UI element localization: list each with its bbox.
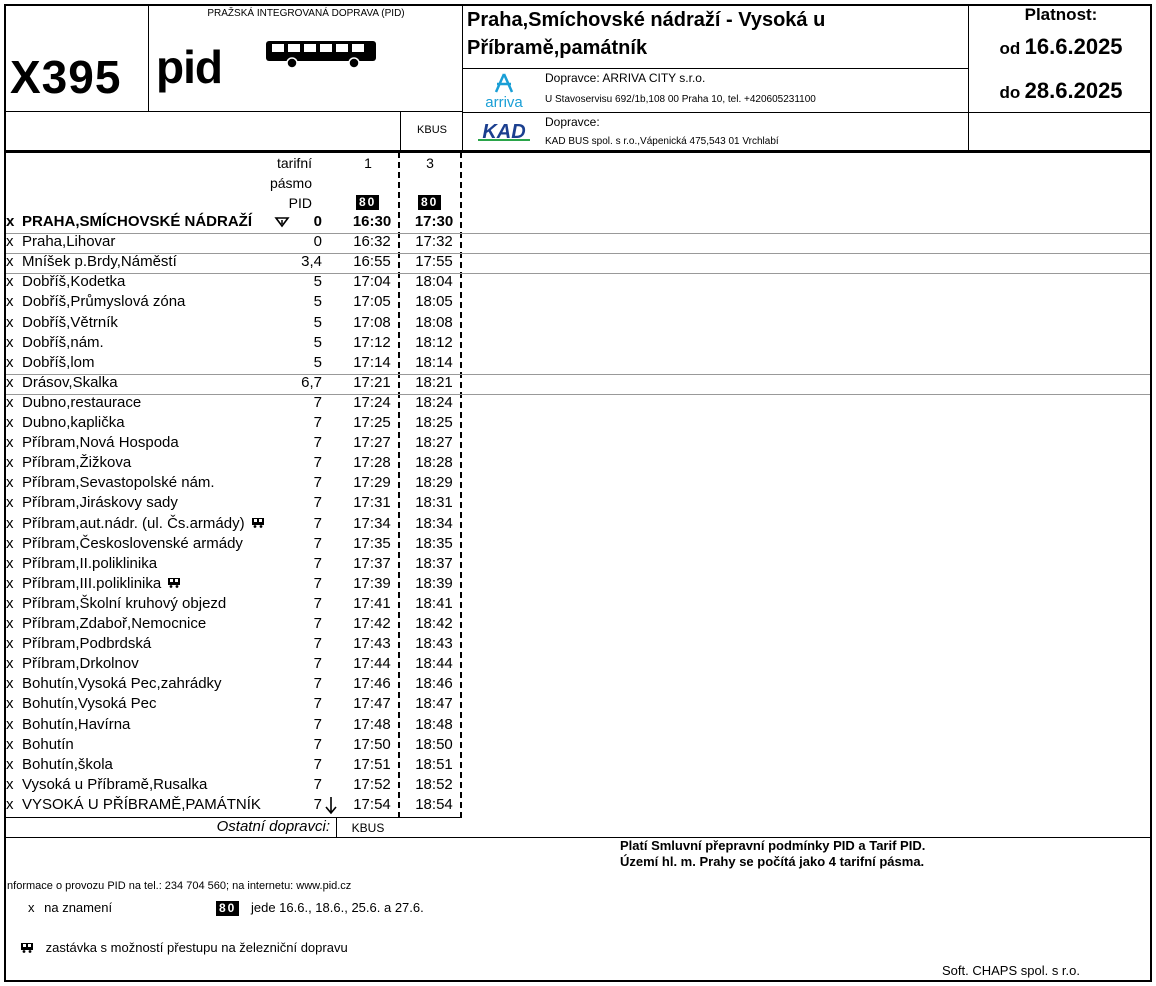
stop-name xyxy=(22,212,252,232)
terminal-arrow-icon xyxy=(324,797,338,815)
stop-row xyxy=(6,775,462,795)
organization-name: PRAŽSKÁ INTEGROVANÁ DOPRAVA (PID) xyxy=(207,8,405,19)
departure-time: 17:31 xyxy=(353,494,391,511)
stop-zone: 5 xyxy=(313,273,322,290)
kad-logo xyxy=(472,118,536,144)
stop-name xyxy=(22,694,157,714)
footer-rule xyxy=(6,837,1150,838)
departure-time: 17:37 xyxy=(353,555,391,572)
stop-row xyxy=(6,735,462,755)
stop-zone: 0 xyxy=(313,213,322,230)
departure-time: 18:05 xyxy=(415,293,453,310)
request-stop-mark: x xyxy=(6,535,14,552)
stop-name xyxy=(22,252,177,272)
arriva-logo xyxy=(472,70,536,110)
stop-zone: 7 xyxy=(313,655,322,672)
request-stop-mark: x xyxy=(6,293,14,310)
stop-zone: 5 xyxy=(313,354,322,371)
departure-time: 18:43 xyxy=(415,635,453,652)
legend-train xyxy=(20,940,348,955)
departure-time: 16:32 xyxy=(353,233,391,250)
departure-time: 18:51 xyxy=(415,756,453,773)
departure-time: 18:04 xyxy=(415,273,453,290)
stop-name-text: Praha,Lihovar xyxy=(22,233,116,250)
validity-label: Platnost: xyxy=(1024,5,1098,24)
departure-time: 17:44 xyxy=(353,655,391,672)
stop-row xyxy=(6,694,462,714)
stop-name xyxy=(22,554,157,574)
request-stop-mark: x xyxy=(6,716,14,733)
stop-name-text: Bohutín,Vysoká Pec xyxy=(22,695,157,712)
stop-zone: 5 xyxy=(313,293,322,310)
valid-from xyxy=(970,34,1152,60)
stop-zone: 5 xyxy=(313,334,322,351)
stop-zone: 5 xyxy=(313,314,322,331)
legend-badge: 80 xyxy=(216,901,239,916)
stop-name xyxy=(22,534,243,554)
request-stop-mark: x xyxy=(6,796,14,813)
stop-name-text: Dubno,restaurace xyxy=(22,394,142,411)
pid-logo: pid xyxy=(156,41,222,93)
stop-name-text: Příbram,Sevastopolské nám. xyxy=(22,474,215,491)
request-stop-mark: x xyxy=(6,334,14,351)
kad-logo-text: KAD xyxy=(482,121,526,143)
departure-time: 17:51 xyxy=(353,756,391,773)
legend-x-text: na znamení xyxy=(44,900,113,915)
request-stop-mark: x xyxy=(6,253,14,270)
stop-name-text: Dobříš,Kodetka xyxy=(22,273,126,290)
stop-zone: 7 xyxy=(313,695,322,712)
stop-zone: 7 xyxy=(313,494,322,511)
request-stop-mark: x xyxy=(6,434,14,451)
stop-zone: 7 xyxy=(313,776,322,793)
departure-time: 18:35 xyxy=(415,535,453,552)
conditions-line-1: Platí Smluvní přepravní podmínky PID a Tarif PID. xyxy=(620,838,926,853)
departure-time: 17:52 xyxy=(353,776,391,793)
departure-time: 18:28 xyxy=(415,454,453,471)
request-stop-mark: x xyxy=(6,695,14,712)
stop-name-text: Bohutín,Havírna xyxy=(22,716,131,733)
request-stop-mark: x xyxy=(6,414,14,431)
header-divider xyxy=(968,6,969,152)
stop-name xyxy=(22,775,207,795)
request-stop-mark: x xyxy=(6,655,14,672)
stop-zone: 7 xyxy=(313,675,322,692)
stop-row xyxy=(6,755,462,775)
stop-zone: 7 xyxy=(313,635,322,652)
stop-name-text: Vysoká u Příbramě,Rusalka xyxy=(22,776,208,793)
stop-row xyxy=(6,373,462,393)
zone-header-line-1: tarifní xyxy=(276,155,312,171)
departure-time: 17:28 xyxy=(353,454,391,471)
stop-zone: 7 xyxy=(313,535,322,552)
arriva-logo-text: arriva xyxy=(485,94,523,110)
stop-zone: 7 xyxy=(313,756,322,773)
stop-zone: 7 xyxy=(313,796,322,813)
stop-name xyxy=(22,755,113,775)
trip-2-note-badge: 80 xyxy=(418,195,441,210)
request-stop-mark: x xyxy=(6,314,14,331)
departure-time: 18:14 xyxy=(415,354,453,371)
stop-name-text: Příbram,Drkolnov xyxy=(22,655,139,672)
departure-time: 17:30 xyxy=(414,213,454,230)
departure-time: 17:32 xyxy=(415,233,453,250)
stop-row xyxy=(6,413,462,433)
request-stop-mark: x xyxy=(6,273,14,290)
stop-name xyxy=(22,413,125,433)
header-divider xyxy=(6,111,462,112)
legend-request-stop xyxy=(28,900,112,915)
stop-row xyxy=(6,212,462,232)
stop-name xyxy=(22,292,185,312)
stop-row xyxy=(6,634,462,654)
header-bottom-rule xyxy=(6,150,1150,153)
stop-name xyxy=(22,493,178,513)
stop-name xyxy=(22,373,118,393)
legend-train-text: zastávka s možností přestupu na železniční dopravu xyxy=(45,940,348,955)
stop-name xyxy=(22,634,151,654)
departure-time: 17:24 xyxy=(353,394,391,411)
trip-1-note-badge: 80 xyxy=(356,195,379,210)
header-divider xyxy=(148,6,149,111)
stop-zone: 7 xyxy=(313,615,322,632)
departure-time: 18:39 xyxy=(415,575,453,592)
legend-badge-text: jede 16.6., 18.6., 25.6. a 27.6. xyxy=(250,900,424,915)
stop-name xyxy=(22,232,115,252)
departure-time: 18:29 xyxy=(415,474,453,491)
stop-zone: 7 xyxy=(313,414,322,431)
stop-name-text: Bohutín,Vysoká Pec,zahrádky xyxy=(22,675,222,692)
header-divider xyxy=(462,112,1150,113)
stop-zone: 7 xyxy=(313,515,322,532)
departure-time: 18:47 xyxy=(415,695,453,712)
info-line: Informace o provozu PID na tel.: 234 704 560; na internetu: www.pid.cz xyxy=(4,880,352,892)
conditions-note xyxy=(620,838,925,870)
departure-time: 18:34 xyxy=(415,515,453,532)
stop-name xyxy=(22,272,125,292)
valid-from-prefix: od xyxy=(999,39,1021,58)
stop-name-text: Příbram,II.poliklinika xyxy=(22,555,158,572)
stop-name-text: Příbram,Školní kruhový objezd xyxy=(22,595,227,612)
stop-name xyxy=(22,735,74,755)
departure-time: 16:30 xyxy=(352,213,392,230)
legend-x-mark: x xyxy=(28,900,35,915)
request-stop-mark: x xyxy=(6,515,14,532)
request-stop-mark: x xyxy=(6,555,14,572)
stop-name xyxy=(22,594,226,614)
stop-row xyxy=(6,654,462,674)
departure-time: 18:54 xyxy=(415,796,453,813)
departure-time: 18:48 xyxy=(415,716,453,733)
departure-time: 17:48 xyxy=(353,716,391,733)
stop-name-text: Příbram,Zdaboř,Nemocnice xyxy=(22,615,207,632)
departure-time: 18:12 xyxy=(415,334,453,351)
stop-row xyxy=(6,333,462,353)
departure-time: 18:44 xyxy=(415,655,453,672)
stop-zone: 7 xyxy=(313,474,322,491)
stop-zone: 7 xyxy=(313,595,322,612)
stop-zone: 7 xyxy=(313,716,322,733)
request-stop-mark: x xyxy=(6,575,14,592)
departure-time: 17:39 xyxy=(353,575,391,592)
stop-name xyxy=(22,333,104,353)
other-operators-value: KBUS xyxy=(351,821,385,835)
stop-row xyxy=(6,594,462,614)
departure-time: 18:25 xyxy=(415,414,453,431)
request-stop-mark: x xyxy=(6,374,14,391)
stop-row xyxy=(6,252,462,272)
stop-zone: 0 xyxy=(313,233,322,250)
departure-time: 17:12 xyxy=(353,334,391,351)
stop-name xyxy=(22,393,141,413)
stop-row xyxy=(6,715,462,735)
departure-time: 17:27 xyxy=(353,434,391,451)
valid-to-date: 28.6.2025 xyxy=(1024,78,1123,103)
departure-time: 17:14 xyxy=(353,354,391,371)
stop-name xyxy=(22,654,139,674)
stop-row xyxy=(6,554,462,574)
stop-row xyxy=(6,493,462,513)
stop-name-text: Příbram,Jiráskovy sady xyxy=(22,494,178,511)
departure-time: 18:27 xyxy=(415,434,453,451)
departure-time: 17:43 xyxy=(353,635,391,652)
request-stop-mark: x xyxy=(6,474,14,491)
conditions-line-2: Území hl. m. Prahy se počítá jako 4 tarifní pásma. xyxy=(620,854,925,869)
bus-icon xyxy=(264,38,378,70)
valid-to-prefix: do xyxy=(999,83,1021,102)
stop-name xyxy=(22,353,95,373)
request-stop-mark: x xyxy=(6,454,14,471)
zone-header-line-3: PID xyxy=(288,195,312,211)
stop-row xyxy=(6,232,462,252)
request-stop-mark: x xyxy=(6,595,14,612)
stop-name-text: Příbram,Nová Hospoda xyxy=(22,434,179,451)
departure-time: 17:04 xyxy=(353,273,391,290)
stop-name-text: Příbram,Československé armády xyxy=(22,535,243,552)
operator-1-address: U Stavoservisu 692/1b,108 00 Praha 10, tel. +420605231100 xyxy=(545,94,816,105)
departure-time: 17:34 xyxy=(353,515,391,532)
stop-name xyxy=(22,574,181,594)
valid-from-date: 16.6.2025 xyxy=(1024,34,1123,59)
operator-2-code: KBUS xyxy=(417,124,447,136)
stop-name xyxy=(22,453,131,473)
departure-time: 17:54 xyxy=(353,796,391,813)
request-stop-mark: x xyxy=(6,675,14,692)
train-icon xyxy=(251,514,265,534)
stop-row xyxy=(6,795,462,815)
legend-badge-note xyxy=(216,900,424,916)
route-title: Praha,Smíchovské nádraží - Vysoká u Příbramě,památník xyxy=(467,9,826,59)
stop-row xyxy=(6,353,462,373)
departure-time: 18:52 xyxy=(415,776,453,793)
stop-name-text: Dobříš,nám. xyxy=(22,334,104,351)
stop-row xyxy=(6,292,462,312)
stop-name xyxy=(22,313,118,333)
request-stop-mark: x xyxy=(6,354,14,371)
start-stop-icon xyxy=(274,216,290,228)
stop-name-text: Bohutín,škola xyxy=(22,756,113,773)
request-stop-mark: x xyxy=(6,756,14,773)
trip-number-1: 1 xyxy=(364,155,372,171)
departure-time: 18:42 xyxy=(415,615,453,632)
departure-time: 17:05 xyxy=(353,293,391,310)
stop-name-text: PRAHA,SMÍCHOVSKÉ NÁDRAŽÍ xyxy=(22,213,253,230)
request-stop-mark: x xyxy=(6,494,14,511)
departure-time: 17:55 xyxy=(415,253,453,270)
stop-row xyxy=(6,453,462,473)
zone-header-line-2: pásmo xyxy=(269,175,312,191)
departure-time: 16:55 xyxy=(353,253,391,270)
stop-zone: 6,7 xyxy=(301,374,322,391)
departure-time: 18:24 xyxy=(415,394,453,411)
stop-zone: 7 xyxy=(313,575,322,592)
stop-row xyxy=(6,514,462,534)
stop-row xyxy=(6,534,462,554)
request-stop-mark: x xyxy=(6,736,14,753)
departure-time: 17:41 xyxy=(353,595,391,612)
stop-zone: 7 xyxy=(313,736,322,753)
stop-name-text: Příbram,III.poliklinika xyxy=(22,575,162,592)
stop-name xyxy=(22,674,222,694)
request-stop-mark: x xyxy=(6,635,14,652)
stop-zone: 3,4 xyxy=(301,253,322,270)
stop-name-text: Dobříš,Průmyslová zóna xyxy=(22,293,186,310)
stop-name-text: Dubno,kaplička xyxy=(22,414,125,431)
stop-zone: 7 xyxy=(313,555,322,572)
trip-number-2: 3 xyxy=(426,155,434,171)
stop-name-text: Bohutín xyxy=(22,736,74,753)
stop-row xyxy=(6,313,462,333)
departure-time: 17:47 xyxy=(353,695,391,712)
stop-name xyxy=(22,514,265,534)
departure-time: 18:46 xyxy=(415,675,453,692)
departure-time: 17:50 xyxy=(353,736,391,753)
stop-name xyxy=(22,614,206,634)
departure-time: 17:42 xyxy=(353,615,391,632)
stop-name-text: Dobříš,lom xyxy=(22,354,95,371)
departure-time: 17:08 xyxy=(353,314,391,331)
stop-name-text: Příbram,Žižkova xyxy=(22,454,132,471)
request-stop-mark: x xyxy=(6,615,14,632)
departure-time: 18:37 xyxy=(415,555,453,572)
departure-time: 18:50 xyxy=(415,736,453,753)
departure-time: 17:46 xyxy=(353,675,391,692)
stop-name-text: Drásov,Skalka xyxy=(22,374,118,391)
request-stop-mark: x xyxy=(6,394,14,411)
stop-row xyxy=(6,614,462,634)
stop-name xyxy=(22,433,179,453)
departure-time: 18:31 xyxy=(415,494,453,511)
train-icon xyxy=(167,574,181,594)
operator-1-label: Dopravce: ARRIVA CITY s.r.o. xyxy=(545,71,706,85)
other-operators-label: Ostatní dopravci: xyxy=(216,818,330,835)
header-divider xyxy=(462,68,968,69)
stop-row xyxy=(6,473,462,493)
stop-name-text: Příbram,Podbrdská xyxy=(22,635,152,652)
stop-zone: 7 xyxy=(313,434,322,451)
stop-name xyxy=(22,795,261,815)
departure-time: 17:21 xyxy=(353,374,391,391)
departure-time: 17:25 xyxy=(353,414,391,431)
software-credit: Soft. CHAPS spol. s r.o. xyxy=(942,963,1080,978)
stop-name-text: Příbram,aut.nádr. (ul. Čs.armády) xyxy=(22,515,245,532)
stop-row xyxy=(6,674,462,694)
stop-name xyxy=(22,473,215,493)
stop-name-text: Dobříš,Větrník xyxy=(22,314,118,331)
operator-2-address: KAD BUS spol. s r.o.,Vápenická 475,543 01 Vrchlabí xyxy=(545,136,779,147)
stop-zone: 7 xyxy=(313,454,322,471)
departure-time: 17:35 xyxy=(353,535,391,552)
line-number: X395 xyxy=(10,51,122,103)
stop-zone: 7 xyxy=(313,394,322,411)
stop-row xyxy=(6,574,462,594)
valid-to xyxy=(970,78,1152,104)
departure-time: 18:41 xyxy=(415,595,453,612)
request-stop-mark: x xyxy=(6,213,15,230)
departure-time: 17:29 xyxy=(353,474,391,491)
stop-row xyxy=(6,433,462,453)
departure-time: 18:21 xyxy=(415,374,453,391)
operator-2-label: Dopravce: xyxy=(545,115,600,129)
stop-name-text: VYSOKÁ U PŘÍBRAMĚ,PAMÁTNÍK xyxy=(22,796,261,813)
request-stop-mark: x xyxy=(6,233,14,250)
stop-name-text: Mníšek p.Brdy,Náměstí xyxy=(22,253,177,270)
train-icon xyxy=(20,942,34,953)
departure-time: 18:08 xyxy=(415,314,453,331)
request-stop-mark: x xyxy=(6,776,14,793)
stop-row xyxy=(6,272,462,292)
stop-row xyxy=(6,393,462,413)
stop-name xyxy=(22,715,130,735)
